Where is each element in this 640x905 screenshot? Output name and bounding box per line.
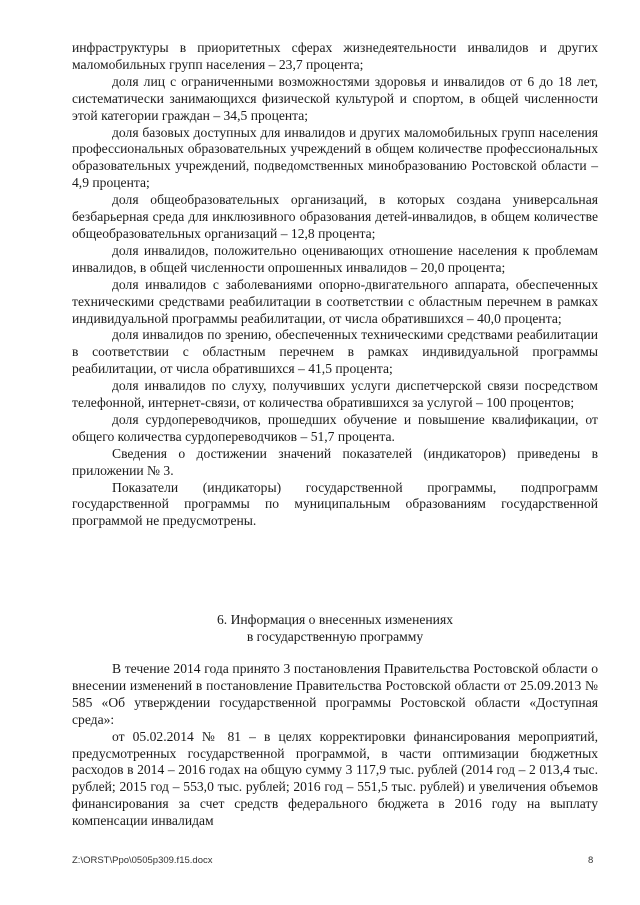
paragraph-indicator-sport: доля лиц с ограниченными возможностями здоровья и инвалидов от 6 до 18 лет, систематически занимающихся физической культурой и спортом, в общей численности этой категории граждан – 34,5 процента; (72, 73, 598, 123)
paragraph-resolutions-intro: В течение 2014 года принято 3 постановления Правительства Ростовской области о внесении изменений в постановление Правительства Ростовской области от 25.09.2013 № 585 «Об утверждении государственной программы Ростовской области «Доступная среда»: (72, 661, 598, 727)
paragraph-indicator-general-education: доля общеобразовательных организаций, в которых создана универсальная безбарьерная среда для инклюзивного образования детей-инвалидов, в общем количестве общеобразовательных организаций – 12,8 процента; (72, 192, 598, 241)
section-heading-line1: 6. Информация о внесенных изменениях (217, 612, 453, 627)
document-body-bottom (72, 661, 598, 830)
paragraph-indicator-prof-education: доля базовых доступных для инвалидов и других маломобильных групп населения профессиональных образовательных учреждений в общем количестве профессиональных образовательных учреждений, подведомственных минобразованию Ростовской области – 4,9 процента; (72, 124, 598, 191)
document-body-top (72, 40, 598, 530)
paragraph-continuation: инфраструктуры в приоритетных сферах жизнедеятельности инвалидов и других маломобильных групп населения – 23,7 процента; (72, 40, 598, 72)
paragraph-municipal-note: Показатели (индикаторы) государственной программы, подпрограмм государственной программы по муниципальным образованиям государственной программой не предусмотрены. (72, 479, 598, 529)
paragraph-resolution-81: от 05.02.2014 № 81 – в целях корректировки финансирования мероприятий, предусмотренных государственной программой, в части оптимизации бюджетных расходов в 2014 – 2016 годах на общую сумму 3 117,9 тыс. рублей (2014 год – 2 013,4 тыс. рублей; 2015 год – 553,0 тыс. рублей; 2016 год – 551,5 тыс. рублей) и увеличения объемов финансирования за счет средств федерального бюджета в 2016 году на выплату компенсации инвалидам (72, 728, 598, 829)
paragraph-indicator-vision: доля инвалидов по зрению, обеспеченных техническими средствами реабилитации в соответствии с областным перечнем в рамках индивидуальной программы реабилитации, от числа обратившихся – 41,5 процента; (72, 327, 598, 377)
paragraph-appendix-note: Сведения о достижении значений показателей (индикаторов) приведены в приложении № 3. (72, 445, 598, 478)
paragraph-indicator-hearing: доля инвалидов по слуху, получивших услуги диспетчерской связи посредством телефонной, интернет-связи, от количества обратившихся за услугой – 100 процентов; (72, 378, 598, 411)
section-heading (72, 612, 598, 646)
footer-file-path: Z:\ORST\Ppo\0505p309.f15.docx (72, 855, 213, 866)
paragraph-indicator-interpreters: доля сурдопереводчиков, прошедших обучение и повышение квалификации, от общего количества сурдопереводчиков – 51,7 процента. (72, 411, 598, 444)
paragraph-indicator-attitude: доля инвалидов, положительно оценивающих отношение населения к проблемам инвалидов, в общей численности опрошенных инвалидов – 20,0 процента; (72, 242, 598, 275)
section-heading-line2: в государственную программу (246, 628, 424, 644)
footer-page-number: 8 (588, 855, 594, 866)
paragraph-indicator-musculoskeletal: доля инвалидов с заболеваниями опорно-двигательного аппарата, обеспеченных техническими средствами реабилитации в соответствии с областным перечнем в рамках индивидуальной программы реабилитации, от числа обратившихся – 40,0 процента; (72, 276, 598, 326)
